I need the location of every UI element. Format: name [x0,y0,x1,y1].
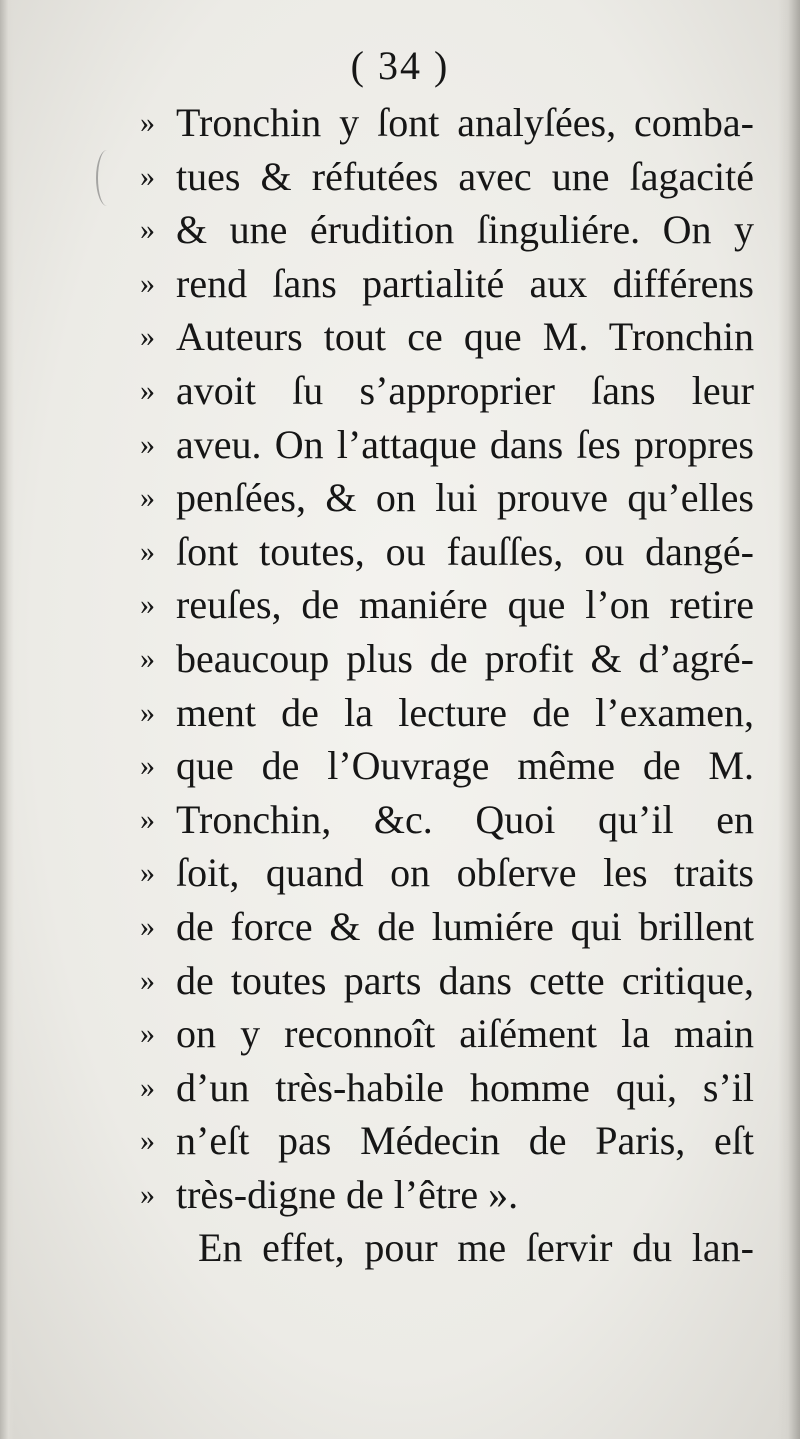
quoted-line [140,418,754,472]
page-number: ( 34 ) [350,43,450,88]
quoted-text-block [140,96,754,1275]
line-text: on y reconnoît aiſément la main [176,1011,754,1057]
line-text: rend ſans partialité aux différens [176,260,754,306]
guillemet-mark: » [140,856,155,890]
quoted-line [140,525,754,579]
guillemet-mark: » [140,106,155,139]
guillemet-mark: » [140,641,155,675]
guillemet-mark: » [140,1177,155,1211]
line-text: reuſes, de maniére que l’on retire [176,582,754,628]
quoted-line [140,686,754,740]
line-text: penſées, & on lui prouve qu’elles [176,475,754,521]
guillemet-mark: » [140,588,155,622]
line-text: très-digne de l’être ». [176,1171,519,1217]
guillemet-mark: » [140,534,155,568]
quoted-line [140,1061,754,1115]
line-text: de force & de lumiére qui brillent [176,903,754,949]
quoted-line [140,310,754,364]
guillemet-mark: » [140,1070,155,1104]
quoted-line [140,793,754,847]
paragraph-start-line: En effet, pour me ſervir du lan- [198,1225,754,1271]
line-text: beaucoup plus de profit & d’agré- [176,635,754,681]
quoted-line [140,1007,754,1061]
guillemet-mark: » [140,802,155,836]
line-text: aveu. On l’attaque dans ſes propres [176,421,754,467]
guillemet-mark: » [140,159,155,193]
line-text: n’eſt pas Médecin de Paris, eſt [176,1118,754,1164]
quoted-line [140,739,754,793]
quoted-line [140,632,754,686]
quoted-line [140,257,754,311]
page-left-edge-shadow [0,0,14,1439]
guillemet-mark: » [140,266,155,300]
quoted-line [140,203,754,257]
line-text: ſoit, quand on obſerve les traits [176,850,754,896]
guillemet-mark: » [140,963,155,997]
guillemet-mark: » [140,427,155,461]
quoted-line [140,954,754,1008]
quoted-line [140,1168,754,1222]
guillemet-mark: » [140,373,155,407]
line-text: avoit ſu s’approprier ſans leur [176,367,754,413]
quoted-line [140,900,754,954]
margin-pencil-mark [96,150,118,206]
line-text: de toutes parts dans cette critique, [176,957,754,1003]
line-text: d’un très-habile homme qui, s’il [176,1064,754,1110]
guillemet-mark: » [140,749,155,783]
quoted-line [140,96,754,150]
line-text: Tronchin y ſont analyſées, comba- [176,100,754,145]
quoted-line [140,364,754,418]
guillemet-mark: » [140,213,155,247]
line-text: Auteurs tout ce que M. Tronchin [176,314,754,360]
guillemet-mark: » [140,1124,155,1158]
guillemet-mark: » [140,695,155,729]
guillemet-mark: » [140,481,155,515]
line-text: que de l’Ouvrage même de M. [176,743,754,789]
line-text: ment de la lecture de l’examen, [176,689,754,735]
quoted-line [140,471,754,525]
quoted-line [140,150,754,204]
quoted-line [140,578,754,632]
guillemet-mark: » [140,1017,155,1051]
quoted-line [140,846,754,900]
quoted-line [140,1114,754,1168]
page-right-edge-shadow [778,0,800,1439]
line-text: & une érudition ſinguliére. On y [176,207,754,253]
line-text: ſont toutes, ou fauſſes, ou dangé- [176,528,754,574]
line-text: Tronchin, &c. Quoi qu’il en [176,796,754,842]
line-text: tues & réfutées avec une ſagacité [176,153,754,199]
guillemet-mark: » [140,320,155,354]
guillemet-mark: » [140,909,155,943]
